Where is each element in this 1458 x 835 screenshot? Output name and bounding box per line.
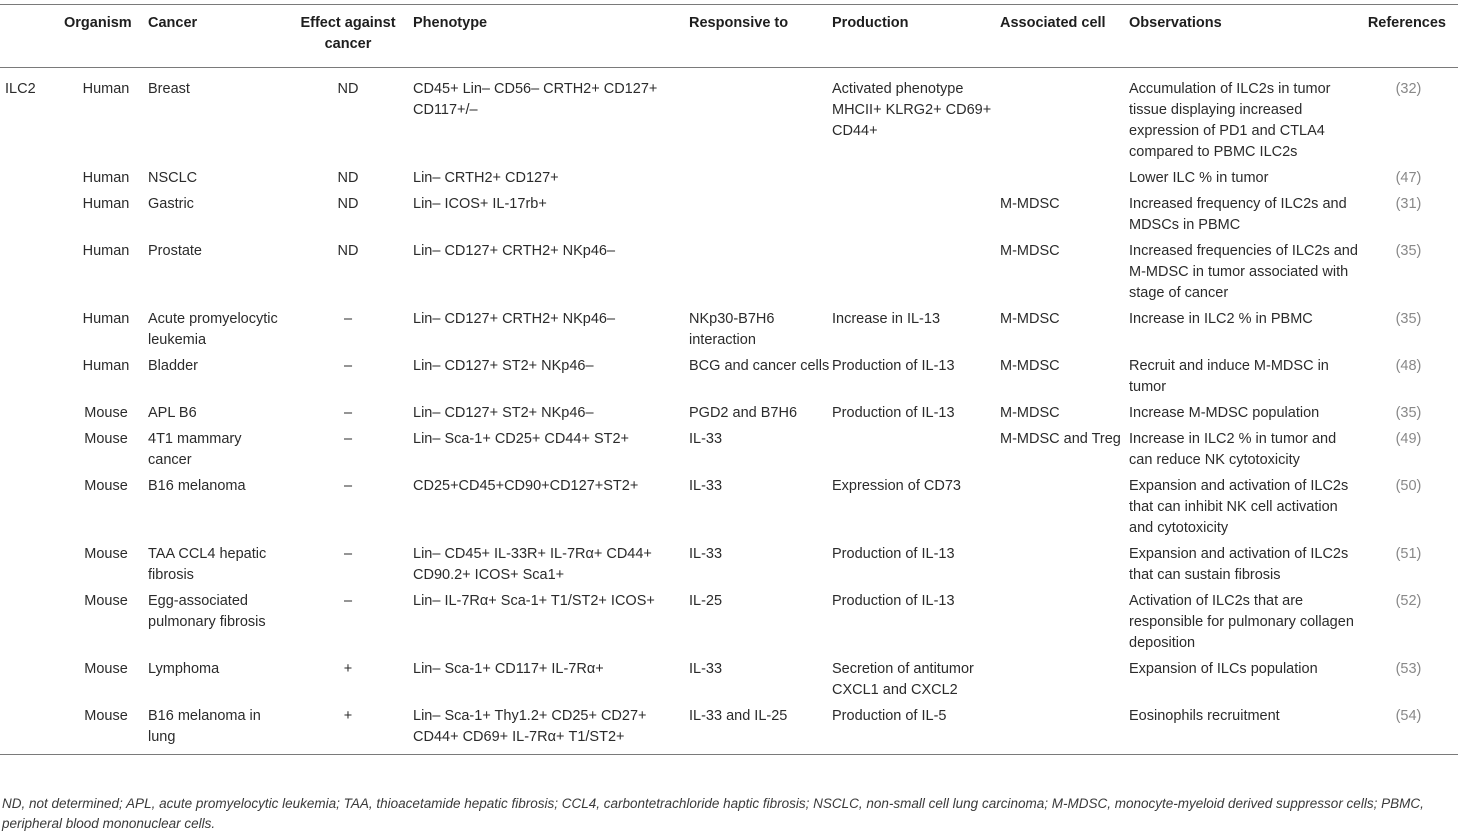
table-row bbox=[0, 304, 1458, 351]
ilc2-table bbox=[0, 4, 1458, 755]
cell-cancer: B16 melanoma bbox=[148, 478, 246, 494]
cell-production: Production of IL-5 bbox=[832, 701, 1000, 755]
cell-observations: Increased frequency of ILC2s and MDSCs in PBMC bbox=[1129, 196, 1347, 233]
cell-associated-cell bbox=[1000, 654, 1129, 701]
cell-phenotype: Lin– CD127+ CRTH2+ NKp46– bbox=[413, 311, 616, 327]
cell-observations: Recruit and induce M-MDSC in tumor bbox=[1129, 358, 1329, 395]
cell-effect: – bbox=[343, 478, 353, 494]
cell-associated-cell: M-MDSC bbox=[1000, 358, 1060, 374]
table-footnote: ND, not determined; APL, acute promyelocytic leukemia; TAA, thioacetamide hepatic fibrosis; CCL4, carbontetrachloride haptic fibrosis; NSCLC, non-small cell lung carcinoma; M-MDSC, monocyte-myeloid derived suppressor cells; PBMC, peripheral blood mononuclear cells. bbox=[2, 796, 1424, 831]
cell-associated-cell bbox=[1000, 586, 1129, 654]
cell-reference[interactable]: (35) bbox=[1395, 405, 1422, 421]
table-row bbox=[0, 189, 1458, 236]
header-responsive: Responsive to bbox=[689, 5, 832, 68]
cell-type bbox=[0, 424, 64, 471]
cell-reference[interactable]: (35) bbox=[1395, 243, 1422, 259]
cell-organism: Mouse bbox=[84, 593, 128, 609]
cell-associated-cell bbox=[1000, 471, 1129, 539]
cell-phenotype: Lin– CD127+ CRTH2+ NKp46– bbox=[413, 243, 616, 259]
cell-observations: Accumulation of ILC2s in tumor tissue displaying increased expression of PD1 and CTLA4 compared to PBMC ILC2s bbox=[1129, 81, 1331, 160]
cell-reference[interactable]: (50) bbox=[1395, 478, 1422, 494]
cell-organism: Human bbox=[82, 243, 130, 259]
cell-responsive: IL-33 bbox=[689, 546, 723, 562]
cell-production bbox=[832, 236, 1000, 304]
cell-responsive bbox=[689, 189, 832, 236]
cell-reference[interactable]: (52) bbox=[1395, 593, 1422, 609]
cell-observations: Increase M-MDSC population bbox=[1129, 405, 1320, 421]
table-row bbox=[0, 424, 1458, 471]
cell-organism: Mouse bbox=[84, 405, 128, 421]
cell-phenotype: Lin– CD127+ ST2+ NKp46– bbox=[413, 405, 594, 421]
cell-production: Activated phenotype MHCII+ KLRG2+ CD69+ CD44+ bbox=[832, 81, 992, 139]
cell-observations: Eosinophils recruitment bbox=[1129, 701, 1359, 755]
header-production: Production bbox=[832, 5, 1000, 68]
cell-associated-cell bbox=[1000, 701, 1129, 755]
cell-type bbox=[0, 471, 64, 539]
cell-production: Secretion of antitumor CXCL1 and CXCL2 bbox=[832, 661, 974, 698]
header-references: References bbox=[1359, 5, 1458, 68]
cell-responsive: IL-33 and IL-25 bbox=[689, 701, 832, 755]
header-associated-cell: Associated cell bbox=[1000, 5, 1129, 68]
cell-associated-cell: M-MDSC and Treg bbox=[1000, 431, 1121, 447]
cell-effect: – bbox=[343, 311, 353, 327]
cell-phenotype: Lin– ICOS+ IL-17rb+ bbox=[413, 196, 547, 212]
cell-cancer: TAA CCL4 hepatic fibrosis bbox=[148, 546, 267, 583]
cell-responsive: NKp30-B7H6 interaction bbox=[689, 311, 775, 348]
cell-reference[interactable]: (49) bbox=[1395, 431, 1422, 447]
cell-organism: Human bbox=[82, 311, 130, 327]
cell-type bbox=[0, 654, 64, 701]
cell-observations: Lower ILC % in tumor bbox=[1129, 170, 1269, 186]
cell-reference[interactable]: (31) bbox=[1395, 196, 1422, 212]
cell-responsive: IL-33 bbox=[689, 478, 723, 494]
cell-cancer: B16 melanoma in lung bbox=[148, 701, 283, 755]
cell-effect: – bbox=[343, 358, 353, 374]
cell-phenotype: Lin– IL-7Rα+ Sca-1+ T1/ST2+ ICOS+ bbox=[413, 593, 655, 609]
cell-reference[interactable]: (51) bbox=[1395, 546, 1422, 562]
cell-type bbox=[0, 586, 64, 654]
table-row bbox=[0, 654, 1458, 701]
table-row bbox=[0, 236, 1458, 304]
cell-effect: – bbox=[343, 431, 353, 447]
cell-associated-cell bbox=[1000, 68, 1129, 164]
cell-effect: ND bbox=[337, 243, 359, 259]
cell-responsive bbox=[689, 163, 832, 189]
table-row bbox=[0, 351, 1458, 398]
cell-organism: Human bbox=[82, 358, 130, 374]
cell-type bbox=[0, 398, 64, 424]
cell-phenotype: Lin– Sca-1+ CD117+ IL-7Rα+ bbox=[413, 661, 604, 677]
cell-effect: – bbox=[343, 593, 353, 609]
cell-effect: + bbox=[343, 661, 353, 677]
cell-observations: Expansion and activation of ILC2s that can inhibit NK cell activation and cytotoxicity bbox=[1129, 478, 1349, 536]
cell-associated-cell: M-MDSC bbox=[1000, 196, 1060, 212]
cell-production: Production of IL-13 bbox=[832, 405, 955, 421]
cell-associated-cell bbox=[1000, 539, 1129, 586]
cell-reference[interactable]: (53) bbox=[1395, 661, 1422, 677]
cell-phenotype: Lin– CD45+ IL-33R+ IL-7Rα+ CD44+ CD90.2+ ICOS+ Sca1+ bbox=[413, 546, 652, 583]
cell-type bbox=[0, 701, 64, 755]
header-phenotype: Phenotype bbox=[413, 5, 689, 68]
table-row bbox=[0, 701, 1458, 755]
cell-observations: Activation of ILC2s that are responsible for pulmonary collagen deposition bbox=[1129, 593, 1354, 651]
table-row bbox=[0, 68, 1458, 164]
cell-responsive: IL-33 bbox=[689, 661, 723, 677]
cell-organism: Human bbox=[82, 81, 130, 97]
cell-type bbox=[0, 539, 64, 586]
cell-cancer: Acute promyelocytic leukemia bbox=[148, 311, 278, 348]
header-observations: Observations bbox=[1129, 5, 1359, 68]
cell-effect: + bbox=[283, 701, 413, 755]
cell-cancer: Breast bbox=[148, 81, 190, 97]
cell-type bbox=[0, 304, 64, 351]
cell-responsive: BCG and cancer cells bbox=[689, 358, 830, 374]
table-header bbox=[0, 5, 1458, 68]
cell-associated-cell: M-MDSC bbox=[1000, 243, 1060, 259]
cell-type bbox=[0, 236, 64, 304]
cell-observations: Increase in ILC2 % in tumor and can reduce NK cytotoxicity bbox=[1129, 431, 1337, 468]
cell-effect: – bbox=[343, 546, 353, 562]
cell-phenotype: CD25+CD45+CD90+CD127+ST2+ bbox=[413, 478, 639, 494]
header-organism: Organism bbox=[64, 5, 148, 68]
cell-associated-cell: M-MDSC bbox=[1000, 405, 1060, 421]
cell-organism: Mouse bbox=[84, 661, 128, 677]
cell-organism: Mouse bbox=[84, 546, 128, 562]
cell-production bbox=[832, 163, 1000, 189]
cell-production bbox=[832, 424, 1000, 471]
cell-responsive: PGD2 and B7H6 bbox=[689, 405, 798, 421]
cell-effect: ND bbox=[337, 170, 359, 186]
table-row bbox=[0, 471, 1458, 539]
cell-type bbox=[0, 163, 64, 189]
cell-type bbox=[0, 351, 64, 398]
table-body bbox=[0, 68, 1458, 755]
header-effect: Effect against cancer bbox=[283, 5, 413, 68]
header-type bbox=[0, 5, 64, 68]
table-row bbox=[0, 539, 1458, 586]
cell-production: Production of IL-13 bbox=[832, 546, 955, 562]
cell-associated-cell: M-MDSC bbox=[1000, 311, 1060, 327]
cell-responsive: IL-25 bbox=[689, 593, 723, 609]
cell-reference[interactable]: (47) bbox=[1395, 170, 1422, 186]
header-row bbox=[0, 5, 1458, 68]
cell-reference[interactable]: (54) bbox=[1359, 701, 1458, 755]
table-row bbox=[0, 398, 1458, 424]
cell-associated-cell bbox=[1000, 163, 1129, 189]
cell-phenotype: Lin– Sca-1+ CD25+ CD44+ ST2+ bbox=[413, 431, 630, 447]
cell-observations: Increased frequencies of ILC2s and M-MDSC in tumor associated with stage of cancer bbox=[1129, 243, 1358, 301]
cell-cancer: APL B6 bbox=[148, 405, 197, 421]
cell-phenotype: CD45+ Lin– CD56– CRTH2+ CD127+ CD117+/– bbox=[413, 81, 658, 118]
cell-production bbox=[832, 189, 1000, 236]
cell-cancer: Bladder bbox=[148, 358, 198, 374]
table-row bbox=[0, 586, 1458, 654]
cell-organism: Human bbox=[82, 196, 130, 212]
cell-type: ILC2 bbox=[5, 81, 36, 97]
cell-responsive bbox=[689, 68, 832, 164]
cell-cancer: Lymphoma bbox=[148, 661, 220, 677]
cell-organism: Mouse bbox=[64, 701, 148, 755]
cell-phenotype: Lin– Sca-1+ Thy1.2+ CD25+ CD27+ CD44+ CD69+ IL-7Rα+ T1/ST2+ bbox=[413, 701, 689, 755]
table-row bbox=[0, 163, 1458, 189]
cell-effect: ND bbox=[337, 81, 359, 97]
cell-cancer: Gastric bbox=[148, 196, 194, 212]
cell-observations: Expansion of ILCs population bbox=[1129, 661, 1318, 677]
cell-responsive: IL-33 bbox=[689, 431, 723, 447]
cell-phenotype: Lin– CRTH2+ CD127+ bbox=[413, 170, 559, 186]
cell-organism: Mouse bbox=[84, 431, 128, 447]
cell-production: Production of IL-13 bbox=[832, 593, 955, 609]
cell-reference[interactable]: (48) bbox=[1395, 358, 1422, 374]
cell-cancer: 4T1 mammary cancer bbox=[148, 431, 242, 468]
header-cancer: Cancer bbox=[148, 5, 283, 68]
cell-cancer: NSCLC bbox=[148, 170, 198, 186]
cell-production: Increase in IL-13 bbox=[832, 311, 941, 327]
cell-reference[interactable]: (32) bbox=[1395, 81, 1422, 97]
cell-observations: Increase in ILC2 % in PBMC bbox=[1129, 311, 1313, 327]
cell-effect: – bbox=[343, 405, 353, 421]
cell-cancer: Egg-associated pulmonary fibrosis bbox=[148, 593, 266, 630]
cell-type bbox=[0, 189, 64, 236]
cell-production: Production of IL-13 bbox=[832, 358, 955, 374]
cell-responsive bbox=[689, 236, 832, 304]
cell-phenotype: Lin– CD127+ ST2+ NKp46– bbox=[413, 358, 594, 374]
cell-organism: Human bbox=[82, 170, 130, 186]
cell-observations: Expansion and activation of ILC2s that can sustain fibrosis bbox=[1129, 546, 1349, 583]
cell-production: Expression of CD73 bbox=[832, 478, 961, 494]
cell-effect: ND bbox=[337, 196, 359, 212]
cell-cancer: Prostate bbox=[148, 243, 202, 259]
cell-organism: Mouse bbox=[84, 478, 128, 494]
cell-reference[interactable]: (35) bbox=[1395, 311, 1422, 327]
